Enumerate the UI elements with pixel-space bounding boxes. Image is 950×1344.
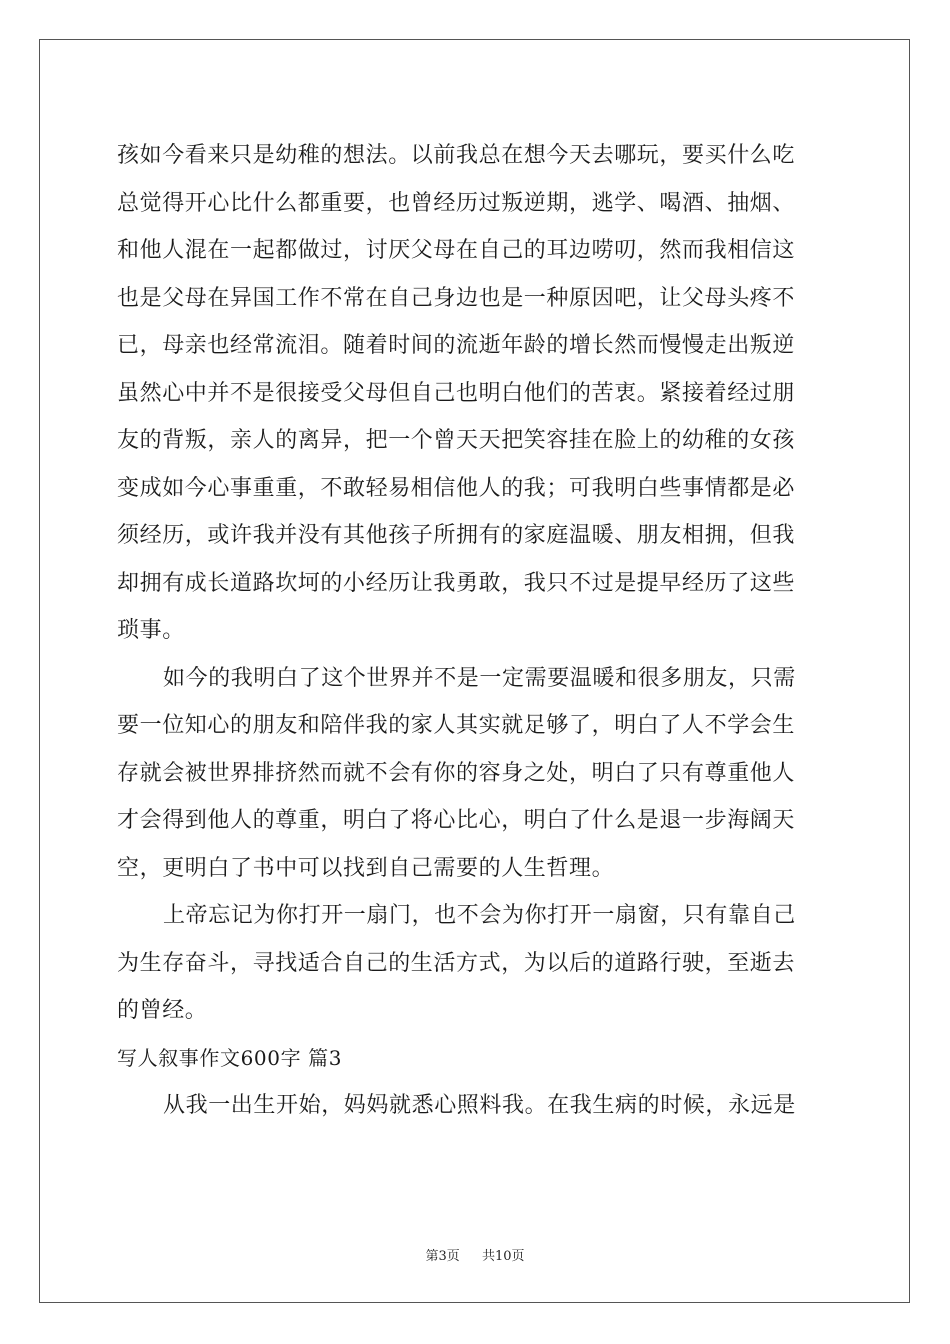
text-line: 总觉得开心比什么都重要，也曾经历过叛逆期，逃学、喝酒、抽烟、 bbox=[117, 190, 796, 216]
text-line: 才会得到他人的尊重，明白了将心比心，明白了什么是退一步海阔天 bbox=[117, 808, 796, 833]
page-number: 第3页 bbox=[425, 1249, 460, 1264]
paragraph-start-line: 从我一出生开始，妈妈就悉心照料我。在我生病的时候，永远是 bbox=[163, 1093, 796, 1118]
section-heading: 写人叙事作文600字 篇3 bbox=[117, 1045, 343, 1070]
text-line: 须经历，或许我并没有其他孩子所拥有的家庭温暖、朋友相拥，但我 bbox=[117, 523, 796, 548]
text-line: 存就会被世界排挤然而就不会有你的容身之处，明白了只有尊重他人 bbox=[117, 760, 796, 786]
text-line: 的曾经。 bbox=[117, 998, 208, 1023]
text-line: 要一位知心的朋友和陪伴我的家人其实就足够了，明白了人不学会生 bbox=[117, 713, 796, 738]
text-line: 琐事。 bbox=[117, 618, 185, 643]
text-line: 已，母亲也经常流泪。随着时间的流逝年龄的增长然而慢慢走出叛逆 bbox=[117, 333, 796, 358]
text-line: 变成如今心事重重，不敢轻易相信他人的我；可我明白些事情都是必 bbox=[117, 475, 796, 501]
text-line: 孩如今看来只是幼稚的想法。以前我总在想今天去哪玩，要买什么吃 bbox=[117, 143, 796, 168]
text-line: 却拥有成长道路坎坷的小经历让我勇敢，我只不过是提早经历了这些 bbox=[117, 570, 796, 596]
paragraph-start-line: 上帝忘记为你打开一扇门，也不会为你打开一扇窗，只有靠自己 bbox=[163, 903, 796, 928]
text-line: 为生存奋斗，寻找适合自己的生活方式，为以后的道路行驶，至逝去 bbox=[117, 950, 796, 976]
document-body bbox=[117, 132, 833, 1130]
paragraph-start-line: 如今的我明白了这个世界并不是一定需要温暖和很多朋友，只需 bbox=[163, 665, 796, 691]
page-footer bbox=[0, 1245, 950, 1264]
text-line: 空，更明白了书中可以找到自己需要的人生哲理。 bbox=[117, 855, 615, 881]
text-line: 虽然心中并不是很接受父母但自己也明白他们的苦衷。紧接着经过朋 bbox=[117, 380, 796, 406]
text-line: 友的背叛，亲人的离异，把一个曾天天把笑容挂在脸上的幼稚的女孩 bbox=[117, 428, 796, 453]
text-line: 也是父母在异国工作不常在自己身边也是一种原因吧，让父母头疼不 bbox=[117, 285, 796, 311]
text-line: 和他人混在一起都做过，讨厌父母在自己的耳边唠叨，然而我相信这 bbox=[117, 238, 796, 263]
page-total: 共10页 bbox=[482, 1249, 525, 1264]
